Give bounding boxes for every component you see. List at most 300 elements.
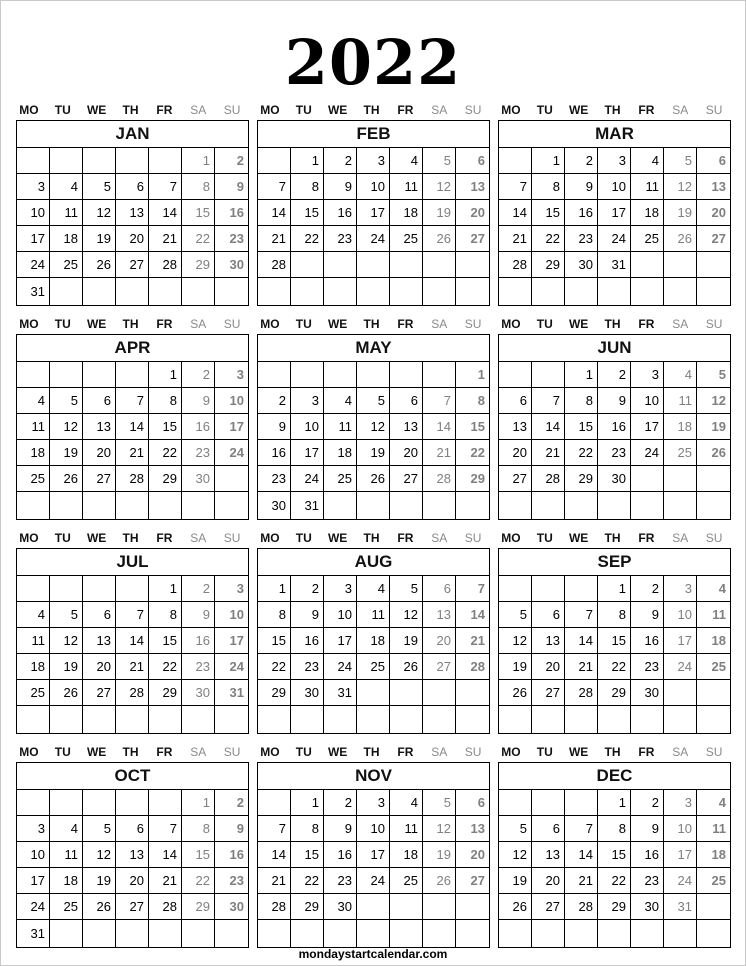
day-cell: 22 bbox=[182, 226, 215, 252]
day-cell: 3 bbox=[215, 576, 248, 602]
month-box bbox=[257, 120, 490, 306]
day-cell: 19 bbox=[50, 440, 83, 466]
weekday-label: TH bbox=[363, 745, 380, 759]
weekday-label: TU bbox=[54, 531, 71, 545]
day-cell: 13 bbox=[499, 414, 532, 440]
day-cell: 8 bbox=[291, 174, 324, 200]
day-cell: 2 bbox=[324, 790, 357, 816]
day-cell: 20 bbox=[116, 868, 149, 894]
day-cell: 25 bbox=[697, 868, 730, 894]
day-cell: 6 bbox=[83, 602, 116, 628]
month-name: MAY bbox=[258, 335, 489, 362]
day-cell: 23 bbox=[182, 654, 215, 680]
day-cell bbox=[17, 148, 50, 174]
day-cell: 10 bbox=[357, 816, 390, 842]
day-cell: 19 bbox=[423, 842, 456, 868]
day-cell: 2 bbox=[182, 362, 215, 388]
day-cell: 13 bbox=[456, 816, 489, 842]
weekday-label: MO bbox=[260, 103, 280, 117]
day-cell bbox=[50, 706, 83, 732]
day-cell bbox=[664, 466, 697, 492]
day-cell: 4 bbox=[697, 790, 730, 816]
day-cell: 8 bbox=[532, 174, 565, 200]
day-cell: 7 bbox=[149, 174, 182, 200]
day-cell: 29 bbox=[258, 680, 291, 706]
day-cell: 18 bbox=[390, 200, 423, 226]
day-cell: 18 bbox=[357, 628, 390, 654]
weekday-header bbox=[494, 314, 731, 334]
day-cell: 21 bbox=[149, 226, 182, 252]
day-cell: 4 bbox=[664, 362, 697, 388]
day-cell: 14 bbox=[258, 200, 291, 226]
weekday-label: SU bbox=[464, 745, 482, 759]
day-cell bbox=[598, 920, 631, 946]
day-cell: 11 bbox=[697, 602, 730, 628]
day-cell bbox=[565, 278, 598, 304]
day-cell: 27 bbox=[499, 466, 532, 492]
day-cell bbox=[664, 278, 697, 304]
day-cell: 2 bbox=[324, 148, 357, 174]
month-box bbox=[498, 120, 731, 306]
calendar-year-title: 2022 bbox=[284, 26, 462, 99]
day-cell: 20 bbox=[83, 654, 116, 680]
day-cell bbox=[532, 362, 565, 388]
day-cell bbox=[664, 492, 697, 518]
day-cell: 2 bbox=[598, 362, 631, 388]
day-cell: 24 bbox=[17, 894, 50, 920]
day-cell: 6 bbox=[499, 388, 532, 414]
weekday-label: WE bbox=[327, 317, 348, 331]
day-cell: 27 bbox=[116, 252, 149, 278]
month-box bbox=[16, 334, 249, 520]
day-cell: 17 bbox=[664, 628, 697, 654]
day-cell: 6 bbox=[116, 816, 149, 842]
day-cell: 29 bbox=[149, 680, 182, 706]
day-cell bbox=[456, 252, 489, 278]
weekday-label: SU bbox=[464, 103, 482, 117]
day-cell: 2 bbox=[182, 576, 215, 602]
day-cell bbox=[116, 576, 149, 602]
day-cell: 27 bbox=[83, 680, 116, 706]
weekday-label: MO bbox=[260, 745, 280, 759]
day-cell: 19 bbox=[499, 654, 532, 680]
weekday-label: SA bbox=[431, 531, 448, 545]
day-cell: 10 bbox=[324, 602, 357, 628]
day-cell: 12 bbox=[499, 628, 532, 654]
day-cell: 26 bbox=[50, 680, 83, 706]
day-cell: 22 bbox=[598, 654, 631, 680]
day-cell: 29 bbox=[291, 894, 324, 920]
day-cell: 12 bbox=[499, 842, 532, 868]
day-cell: 26 bbox=[50, 466, 83, 492]
weekday-label: TU bbox=[295, 317, 312, 331]
day-cell bbox=[390, 252, 423, 278]
day-cell: 4 bbox=[324, 388, 357, 414]
day-cell: 23 bbox=[324, 868, 357, 894]
day-cell: 14 bbox=[149, 200, 182, 226]
day-cell bbox=[17, 492, 50, 518]
weekday-label: TH bbox=[604, 103, 621, 117]
weekday-label: SU bbox=[223, 317, 241, 331]
day-cell: 7 bbox=[258, 174, 291, 200]
day-cell: 11 bbox=[324, 414, 357, 440]
day-cell: 15 bbox=[182, 842, 215, 868]
day-cell bbox=[357, 706, 390, 732]
day-cell: 6 bbox=[456, 790, 489, 816]
day-cell: 4 bbox=[697, 576, 730, 602]
day-cell: 22 bbox=[291, 868, 324, 894]
day-cell bbox=[83, 790, 116, 816]
day-grid bbox=[499, 790, 730, 947]
day-cell: 1 bbox=[532, 148, 565, 174]
day-cell: 3 bbox=[357, 148, 390, 174]
day-cell: 19 bbox=[697, 414, 730, 440]
weekday-label: WE bbox=[568, 317, 589, 331]
day-cell: 11 bbox=[50, 842, 83, 868]
day-cell: 8 bbox=[258, 602, 291, 628]
weekday-label: TU bbox=[54, 103, 71, 117]
day-cell: 7 bbox=[116, 388, 149, 414]
day-cell: 26 bbox=[499, 680, 532, 706]
day-cell: 1 bbox=[182, 790, 215, 816]
day-cell bbox=[565, 920, 598, 946]
day-cell bbox=[423, 680, 456, 706]
day-cell: 26 bbox=[423, 868, 456, 894]
month-jan bbox=[16, 100, 249, 306]
day-cell: 9 bbox=[258, 414, 291, 440]
weekday-label: MO bbox=[19, 745, 39, 759]
day-cell bbox=[357, 920, 390, 946]
day-cell: 30 bbox=[215, 252, 248, 278]
day-cell: 28 bbox=[258, 894, 291, 920]
day-cell: 19 bbox=[499, 868, 532, 894]
day-cell: 27 bbox=[423, 654, 456, 680]
day-cell bbox=[631, 920, 664, 946]
day-cell bbox=[499, 920, 532, 946]
day-cell bbox=[116, 492, 149, 518]
day-cell bbox=[291, 920, 324, 946]
day-cell bbox=[324, 278, 357, 304]
day-cell bbox=[116, 362, 149, 388]
day-cell: 11 bbox=[631, 174, 664, 200]
weekday-label: WE bbox=[86, 745, 107, 759]
weekday-label: FR bbox=[397, 531, 414, 545]
day-cell: 27 bbox=[116, 894, 149, 920]
day-cell: 12 bbox=[664, 174, 697, 200]
day-cell: 26 bbox=[83, 894, 116, 920]
day-cell bbox=[598, 706, 631, 732]
weekday-label: FR bbox=[397, 745, 414, 759]
day-cell bbox=[423, 278, 456, 304]
day-cell: 10 bbox=[357, 174, 390, 200]
day-cell: 15 bbox=[532, 200, 565, 226]
day-cell: 28 bbox=[499, 252, 532, 278]
day-cell: 17 bbox=[664, 842, 697, 868]
day-cell: 4 bbox=[50, 816, 83, 842]
day-cell: 31 bbox=[17, 920, 50, 946]
day-cell bbox=[324, 706, 357, 732]
day-cell: 15 bbox=[291, 200, 324, 226]
day-cell: 12 bbox=[357, 414, 390, 440]
day-cell: 13 bbox=[532, 842, 565, 868]
weekday-header bbox=[253, 528, 490, 548]
day-cell bbox=[423, 362, 456, 388]
weekday-label: FR bbox=[638, 317, 655, 331]
day-cell bbox=[149, 920, 182, 946]
day-cell: 6 bbox=[532, 816, 565, 842]
day-cell bbox=[532, 790, 565, 816]
day-cell: 13 bbox=[456, 174, 489, 200]
day-cell: 11 bbox=[357, 602, 390, 628]
month-box bbox=[257, 334, 490, 520]
day-cell bbox=[50, 148, 83, 174]
weekday-label: WE bbox=[327, 103, 348, 117]
day-cell: 1 bbox=[182, 148, 215, 174]
weekday-header bbox=[494, 742, 731, 762]
day-cell bbox=[697, 278, 730, 304]
day-cell: 31 bbox=[598, 252, 631, 278]
day-cell bbox=[357, 252, 390, 278]
day-cell: 25 bbox=[50, 252, 83, 278]
day-cell: 5 bbox=[423, 148, 456, 174]
day-cell: 20 bbox=[423, 628, 456, 654]
day-cell: 4 bbox=[357, 576, 390, 602]
day-cell: 20 bbox=[532, 868, 565, 894]
weekday-label: SA bbox=[672, 745, 689, 759]
day-cell: 1 bbox=[149, 362, 182, 388]
day-cell: 31 bbox=[291, 492, 324, 518]
day-cell bbox=[423, 920, 456, 946]
day-cell bbox=[423, 492, 456, 518]
day-cell: 7 bbox=[116, 602, 149, 628]
month-name: SEP bbox=[499, 549, 730, 576]
day-cell: 4 bbox=[390, 790, 423, 816]
day-cell: 21 bbox=[565, 868, 598, 894]
day-cell: 24 bbox=[215, 654, 248, 680]
day-cell: 10 bbox=[631, 388, 664, 414]
day-cell: 8 bbox=[598, 602, 631, 628]
day-cell bbox=[532, 492, 565, 518]
day-cell: 25 bbox=[17, 680, 50, 706]
day-cell bbox=[357, 278, 390, 304]
day-cell: 25 bbox=[17, 466, 50, 492]
day-cell: 23 bbox=[324, 226, 357, 252]
day-cell bbox=[83, 920, 116, 946]
day-cell: 6 bbox=[390, 388, 423, 414]
day-cell: 6 bbox=[532, 602, 565, 628]
day-cell: 22 bbox=[532, 226, 565, 252]
day-cell: 17 bbox=[291, 440, 324, 466]
day-grid bbox=[258, 148, 489, 305]
day-cell: 14 bbox=[499, 200, 532, 226]
day-cell: 18 bbox=[664, 414, 697, 440]
day-cell: 20 bbox=[456, 842, 489, 868]
day-cell: 23 bbox=[598, 440, 631, 466]
weekday-label: FR bbox=[397, 103, 414, 117]
day-cell: 24 bbox=[664, 868, 697, 894]
day-cell: 22 bbox=[149, 654, 182, 680]
day-cell: 11 bbox=[390, 816, 423, 842]
weekday-label: TH bbox=[604, 317, 621, 331]
day-cell: 16 bbox=[598, 414, 631, 440]
day-cell bbox=[116, 706, 149, 732]
weekday-header bbox=[494, 528, 731, 548]
weekday-label: SU bbox=[705, 103, 723, 117]
day-cell: 9 bbox=[598, 388, 631, 414]
day-cell: 25 bbox=[324, 466, 357, 492]
day-grid bbox=[258, 790, 489, 947]
day-cell: 3 bbox=[324, 576, 357, 602]
day-cell bbox=[697, 894, 730, 920]
weekday-label: MO bbox=[19, 531, 39, 545]
day-cell: 16 bbox=[215, 200, 248, 226]
day-cell: 22 bbox=[598, 868, 631, 894]
day-cell: 27 bbox=[532, 680, 565, 706]
day-cell: 17 bbox=[215, 628, 248, 654]
day-cell: 24 bbox=[598, 226, 631, 252]
day-cell bbox=[116, 278, 149, 304]
day-cell: 23 bbox=[258, 466, 291, 492]
weekday-label: WE bbox=[327, 745, 348, 759]
day-cell: 19 bbox=[83, 868, 116, 894]
day-cell: 11 bbox=[664, 388, 697, 414]
day-cell: 10 bbox=[17, 200, 50, 226]
day-cell: 29 bbox=[149, 466, 182, 492]
day-cell: 18 bbox=[697, 628, 730, 654]
day-cell: 7 bbox=[456, 576, 489, 602]
day-cell: 25 bbox=[697, 654, 730, 680]
day-cell: 18 bbox=[697, 842, 730, 868]
day-cell bbox=[631, 706, 664, 732]
day-cell: 15 bbox=[182, 200, 215, 226]
day-cell: 19 bbox=[664, 200, 697, 226]
day-cell: 26 bbox=[423, 226, 456, 252]
weekday-label: TU bbox=[295, 103, 312, 117]
day-cell: 30 bbox=[182, 466, 215, 492]
day-cell bbox=[499, 706, 532, 732]
day-grid bbox=[499, 362, 730, 519]
day-cell: 7 bbox=[258, 816, 291, 842]
day-cell bbox=[390, 278, 423, 304]
day-cell: 21 bbox=[565, 654, 598, 680]
day-cell: 23 bbox=[565, 226, 598, 252]
month-jul bbox=[16, 528, 249, 734]
day-grid bbox=[17, 362, 248, 519]
day-cell: 10 bbox=[291, 414, 324, 440]
day-cell: 25 bbox=[390, 868, 423, 894]
day-cell: 5 bbox=[83, 816, 116, 842]
day-cell: 14 bbox=[456, 602, 489, 628]
day-cell bbox=[324, 492, 357, 518]
day-cell: 9 bbox=[291, 602, 324, 628]
weekday-label: SU bbox=[223, 531, 241, 545]
weekday-label: WE bbox=[86, 103, 107, 117]
day-cell: 2 bbox=[631, 790, 664, 816]
month-name: MAR bbox=[499, 121, 730, 148]
day-cell: 2 bbox=[258, 388, 291, 414]
day-cell: 1 bbox=[149, 576, 182, 602]
day-cell: 24 bbox=[357, 868, 390, 894]
weekday-label: SA bbox=[431, 317, 448, 331]
day-cell: 18 bbox=[50, 226, 83, 252]
day-cell: 1 bbox=[456, 362, 489, 388]
day-grid bbox=[258, 362, 489, 519]
day-cell bbox=[50, 920, 83, 946]
day-cell: 21 bbox=[423, 440, 456, 466]
day-cell: 31 bbox=[17, 278, 50, 304]
day-cell bbox=[215, 492, 248, 518]
day-cell: 1 bbox=[258, 576, 291, 602]
day-cell bbox=[456, 278, 489, 304]
day-cell: 4 bbox=[17, 602, 50, 628]
month-name: JUL bbox=[17, 549, 248, 576]
weekday-label: WE bbox=[568, 531, 589, 545]
day-cell: 23 bbox=[291, 654, 324, 680]
weekday-label: MO bbox=[19, 103, 39, 117]
day-cell: 21 bbox=[116, 440, 149, 466]
day-cell: 17 bbox=[357, 842, 390, 868]
day-cell: 22 bbox=[258, 654, 291, 680]
day-cell: 13 bbox=[532, 628, 565, 654]
weekday-label: MO bbox=[501, 531, 521, 545]
day-cell bbox=[357, 362, 390, 388]
day-cell bbox=[499, 148, 532, 174]
day-cell bbox=[182, 278, 215, 304]
day-cell: 15 bbox=[565, 414, 598, 440]
day-cell: 7 bbox=[532, 388, 565, 414]
day-cell: 21 bbox=[116, 654, 149, 680]
day-cell: 16 bbox=[291, 628, 324, 654]
day-cell: 21 bbox=[499, 226, 532, 252]
day-cell: 9 bbox=[215, 816, 248, 842]
weekday-label: SU bbox=[223, 745, 241, 759]
weekday-label: TH bbox=[363, 317, 380, 331]
day-cell: 14 bbox=[258, 842, 291, 868]
day-cell: 6 bbox=[697, 148, 730, 174]
day-cell: 22 bbox=[565, 440, 598, 466]
day-cell: 3 bbox=[215, 362, 248, 388]
day-cell: 11 bbox=[50, 200, 83, 226]
day-cell: 30 bbox=[631, 680, 664, 706]
day-cell: 10 bbox=[215, 602, 248, 628]
day-cell: 9 bbox=[182, 388, 215, 414]
day-cell: 17 bbox=[598, 200, 631, 226]
day-cell: 15 bbox=[598, 628, 631, 654]
day-cell bbox=[50, 278, 83, 304]
day-cell: 6 bbox=[423, 576, 456, 602]
day-cell: 20 bbox=[83, 440, 116, 466]
day-cell: 9 bbox=[324, 816, 357, 842]
month-box bbox=[16, 548, 249, 734]
weekday-label: MO bbox=[501, 103, 521, 117]
weekday-label: SU bbox=[223, 103, 241, 117]
day-cell: 21 bbox=[258, 226, 291, 252]
day-cell: 4 bbox=[631, 148, 664, 174]
day-cell: 15 bbox=[149, 414, 182, 440]
day-cell: 9 bbox=[631, 816, 664, 842]
day-cell: 3 bbox=[598, 148, 631, 174]
day-cell bbox=[499, 362, 532, 388]
day-cell: 13 bbox=[83, 628, 116, 654]
month-sep bbox=[498, 528, 731, 734]
day-cell: 9 bbox=[631, 602, 664, 628]
day-cell: 9 bbox=[215, 174, 248, 200]
day-cell: 16 bbox=[182, 414, 215, 440]
weekday-label: TU bbox=[54, 317, 71, 331]
month-box bbox=[16, 762, 249, 948]
day-cell: 14 bbox=[116, 414, 149, 440]
day-cell bbox=[390, 920, 423, 946]
